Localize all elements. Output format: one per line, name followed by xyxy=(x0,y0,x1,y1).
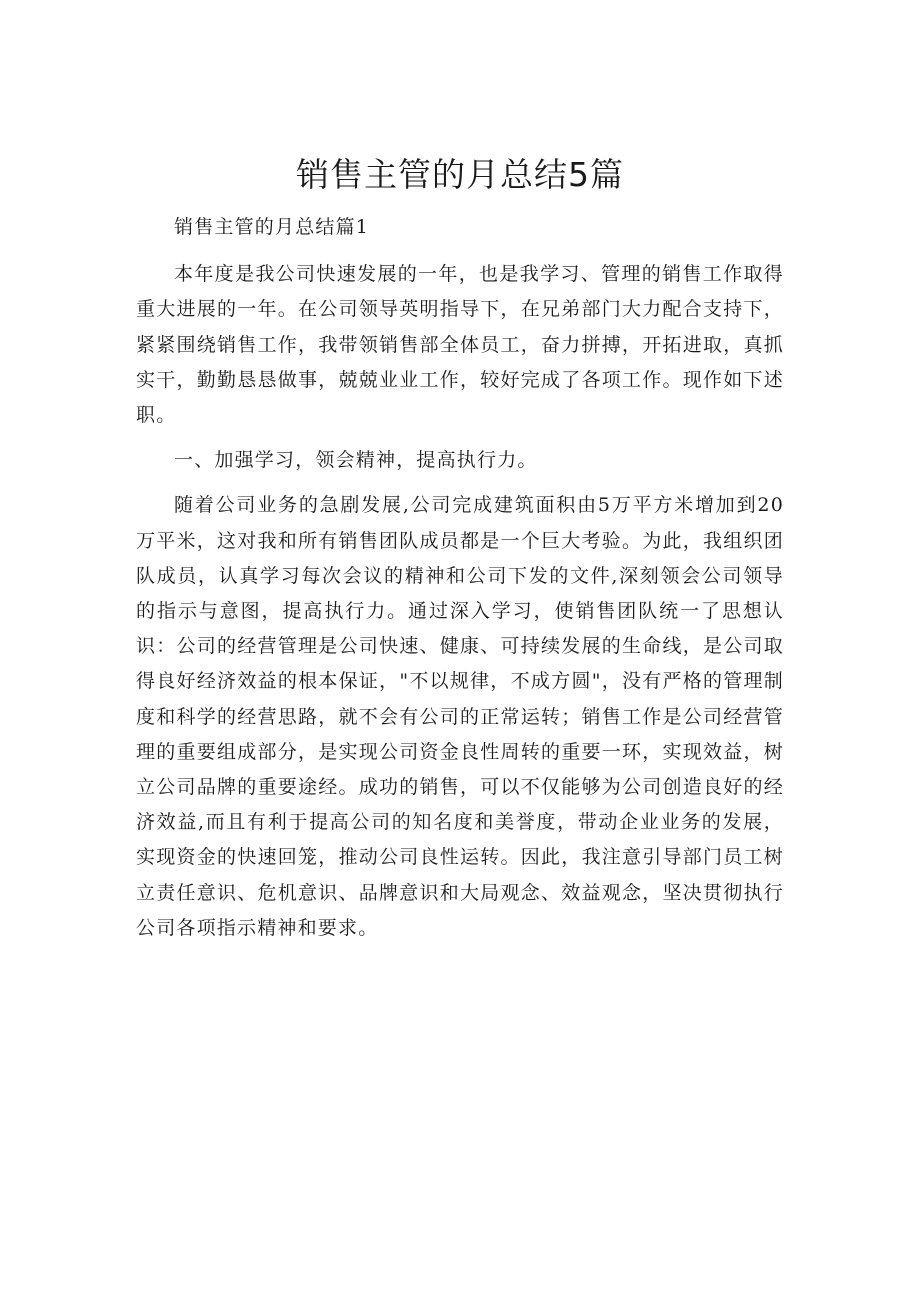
document-title: 销售主管的月总结5篇 xyxy=(296,155,624,194)
paragraph-intro: 本年度是我公司快速发展的一年，也是我学习、管理的销售工作取得重大进展的一年。在公司领导英明指导下，在兄弟部门大力配合支持下，紧紧围绕销售工作，我带领销售部全体员工，奋力拼搏，开拓进取，真抓实干，勤勤恳恳做事，兢兢业业工作，较好完成了各项工作。现作如下述职。 xyxy=(136,263,784,427)
section-subtitle: 销售主管的月总结篇1 xyxy=(174,216,370,238)
document-body xyxy=(136,210,784,956)
section-heading: 一、加强学习，领会精神，提高执行力。 xyxy=(174,449,538,472)
paragraph-learning: 随着公司业务的急剧发展,公司完成建筑面积由5万平方米增加到20万平米，这对我和所有销售团队成员都是一个巨大考验。为此，我组织团队成员，认真学习每次会议的精神和公司下发的文件,深刻领会公司领导的指示与意图，提高执行力。通过深入学习，使销售团队统一了思想认识：公司的经营管理是公司快速、健康、可持续发展的生命线，是公司取得良好经济效益的根本保证，"不以规律，不成方圆"，没有严格的管理制度和科学的经营思路，就不会有公司的正常运转；销售工作是公司经营管理的重要组成部分，是实现公司资金良性周转的重要一环，实现效益，树立公司品牌的重要途经。成功的销售，可以不仅能够为公司创造良好的经济效益,而且有利于提高公司的知名度和美誉度，带动企业业务的发展，实现资金的快速回笼，推动公司良性运转。因此，我注意引导部门员工树立责任意识、危机意识、品牌意识和大局观念、效益观念，坚决贯彻执行公司各项指示精神和要求。 xyxy=(136,494,784,939)
